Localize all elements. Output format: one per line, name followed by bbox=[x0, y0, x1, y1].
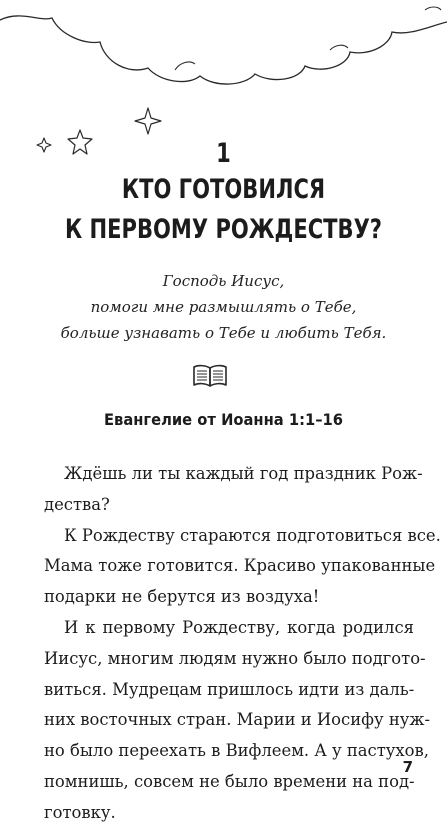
body-line: но было переехать в Вифлеем. А у пастухов, bbox=[44, 741, 429, 761]
prayer-line: помоги мне размышлять о Тебе, bbox=[90, 298, 357, 316]
prayer-text bbox=[0, 268, 447, 346]
body-line: Ждёшь ли ты каждый год праздник Рож- bbox=[64, 464, 423, 483]
chapter-title-line: К ПЕРВОМУ РОЖДЕСТВУ? bbox=[64, 214, 383, 245]
open-book-icon bbox=[192, 363, 228, 389]
chapter-title bbox=[49, 170, 398, 250]
chapter-number: 1 bbox=[216, 138, 231, 169]
body-line: помнишь, совсем не было времени на под- bbox=[44, 771, 415, 791]
prayer-line: больше узнавать о Тебе и любить Тебя. bbox=[60, 324, 387, 342]
body-line: И к первому Рождеству, когда родился bbox=[64, 617, 414, 637]
body-line: дества? bbox=[44, 494, 110, 514]
body-text bbox=[44, 459, 441, 829]
scripture-reference: Евангелие от Иоанна 1:1–16 bbox=[103, 410, 344, 429]
body-line: готовку. bbox=[44, 802, 116, 822]
body-line: виться. Мудрецам пришлось идти из даль- bbox=[44, 679, 415, 699]
body-line: К Рождеству стараются подготовиться все. bbox=[64, 525, 441, 545]
body-line: Мама тоже готовится. Красиво упакованные bbox=[44, 556, 436, 576]
body-line: подарки не берутся из воздуха! bbox=[44, 587, 320, 607]
chapter-title-line: КТО ГОТОВИЛСЯ bbox=[121, 174, 326, 205]
cloud-outline-icon bbox=[0, 0, 447, 95]
body-line: них восточных стран. Марии и Иосифу нуж- bbox=[44, 710, 431, 730]
page-number: 7 bbox=[402, 758, 413, 776]
prayer-line: Господь Иисус, bbox=[162, 272, 285, 290]
body-line: Иисус, многим людям нужно было подгото- bbox=[44, 648, 426, 668]
